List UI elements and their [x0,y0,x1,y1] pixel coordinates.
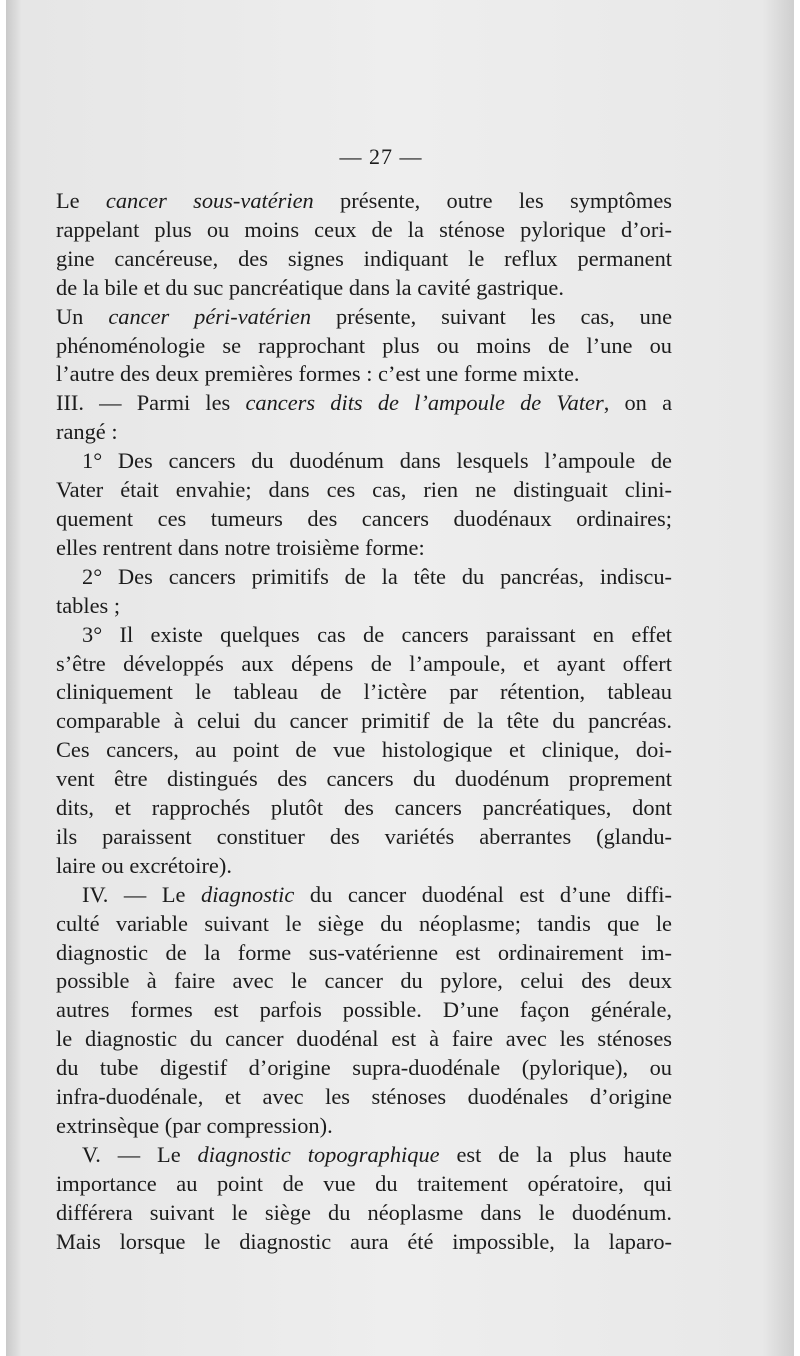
text-line [56,476,672,505]
text-line [56,187,672,216]
body-text [56,187,672,1257]
text-segment: Mais lorsque le diagnostic aura été impossible, la laparo- [56,1228,672,1254]
text-segment: Vater était envahie; dans ces cas, rien ne distinguait clini- [56,477,672,503]
text-segment: Ces cancers, au point de vue histologique et clinique, doi- [56,737,672,763]
text-line [56,1112,672,1141]
text-segment: tables ; [56,592,121,618]
text-segment: est de la plus haute [439,1141,672,1167]
text-line [56,563,672,592]
text-line [56,1141,672,1170]
text-line [56,794,672,823]
text-segment: ils paraissent constituer des variétés aberrantes (glandu- [56,823,672,849]
book-page [6,0,794,1356]
text-line [56,967,672,996]
text-segment: 2° Des cancers primitifs de la tête du pancréas, indiscu- [82,563,672,589]
text-segment: l’autre des deux premières formes : c’est une forme mixte. [56,361,580,387]
text-line [56,505,672,534]
text-line [56,447,672,476]
text-segment: s’être développés aux dépens de l’ampoule, et ayant offert [56,650,672,676]
text-segment: Un [56,303,109,329]
text-segment: gine cancéreuse, des signes indiquant le reflux permanent [56,245,672,271]
text-line [56,592,672,621]
text-segment: cliniquement le tableau de l’ictère par rétention, tableau [56,679,672,705]
text-segment: laire ou excrétoire). [56,852,232,878]
text-line [56,881,672,910]
text-segment: de la bile et du suc pancréatique dans la cavité gastrique. [56,274,564,300]
text-segment: phénoménologie se rapprochant plus ou moins de l’une ou [56,332,672,358]
text-line [56,939,672,968]
italic-term: diagnostic [201,881,295,907]
text-segment: infra-duodénale, et avec les sténoses duodénales d’origine [56,1084,672,1110]
text-line [56,996,672,1025]
text-segment: quement ces tumeurs des cancers duodénaux ordinaires; [56,505,672,531]
text-line [56,765,672,794]
text-segment: rappelant plus ou moins ceux de la sténose pylorique d’ori- [56,216,672,242]
text-segment: 1° Des cancers du duodénum dans lesquels l’ampoule de [82,448,672,474]
text-segment: V. — Le [82,1141,198,1167]
page-number: — 27 — [339,144,423,169]
text-segment: le diagnostic du cancer duodénal est à faire avec les sténoses [56,1026,672,1052]
text-line [56,303,672,332]
text-segment: elles rentrent dans notre troisième forme: [56,534,425,560]
text-line [56,910,672,939]
text-segment: du cancer duodénal est d’une diffi- [294,881,672,907]
text-segment: dits, et rapprochés plutôt des cancers pancréatiques, dont [56,795,672,821]
text-segment: culté variable suivant le siège du néoplasme; tandis que le [56,910,672,936]
text-line [56,389,672,418]
italic-term: cancers dits de l’ampoule de Vater [245,390,604,416]
text-segment: présente, suivant les cas, une [311,303,673,329]
text-line [56,823,672,852]
text-segment: IV. — Le [82,881,202,907]
text-line [56,534,672,563]
text-segment: autres formes est parfois possible. D’une façon générale, [56,997,672,1023]
text-line [56,245,672,274]
text-line [56,1228,672,1257]
text-line [56,360,672,389]
text-segment: Le [56,188,106,213]
text-segment: extrinsèque (par compression). [56,1113,333,1138]
text-segment: diagnostic de la forme sus-vatérienne est ordinairement im- [56,939,672,965]
text-line [56,852,672,881]
text-segment: possible à faire avec le cancer du pylore, celui des deux [56,968,672,994]
italic-term: cancer péri-vatérien [108,303,312,329]
text-segment: rangé : [56,419,118,445]
text-line [56,1199,672,1228]
text-line [56,650,672,679]
text-line [56,1083,672,1112]
text-segment: différera suivant le siège du néoplasme dans le duodénum. [56,1199,672,1225]
italic-term: diagnostic topographique [197,1141,440,1167]
text-line [56,1025,672,1054]
text-line [56,216,672,245]
text-line [56,1054,672,1083]
text-line [56,621,672,650]
text-segment: du tube digestif d’origine supra-duodénale (pylorique), ou [56,1055,672,1081]
text-segment: III. — Parmi les [56,390,246,416]
italic-term: cancer sous-vatérien [105,188,314,213]
text-line [56,736,672,765]
text-segment: comparable à celui du cancer primitif de la tête du pancréas. [56,708,672,734]
text-segment: importance au point de vue du traitement opératoire, qui [56,1170,672,1196]
text-segment: , on a [603,390,673,416]
text-line [56,274,672,303]
text-line [56,1170,672,1199]
text-line [56,678,672,707]
text-segment: 3° Il existe quelques cas de cancers paraissant en effet [82,621,672,647]
text-segment: vent être distingués des cancers du duodénum proprement [56,766,672,792]
text-segment: présente, outre les symptômes [313,188,672,213]
text-line [56,418,672,447]
text-line [56,707,672,736]
text-line [56,332,672,361]
